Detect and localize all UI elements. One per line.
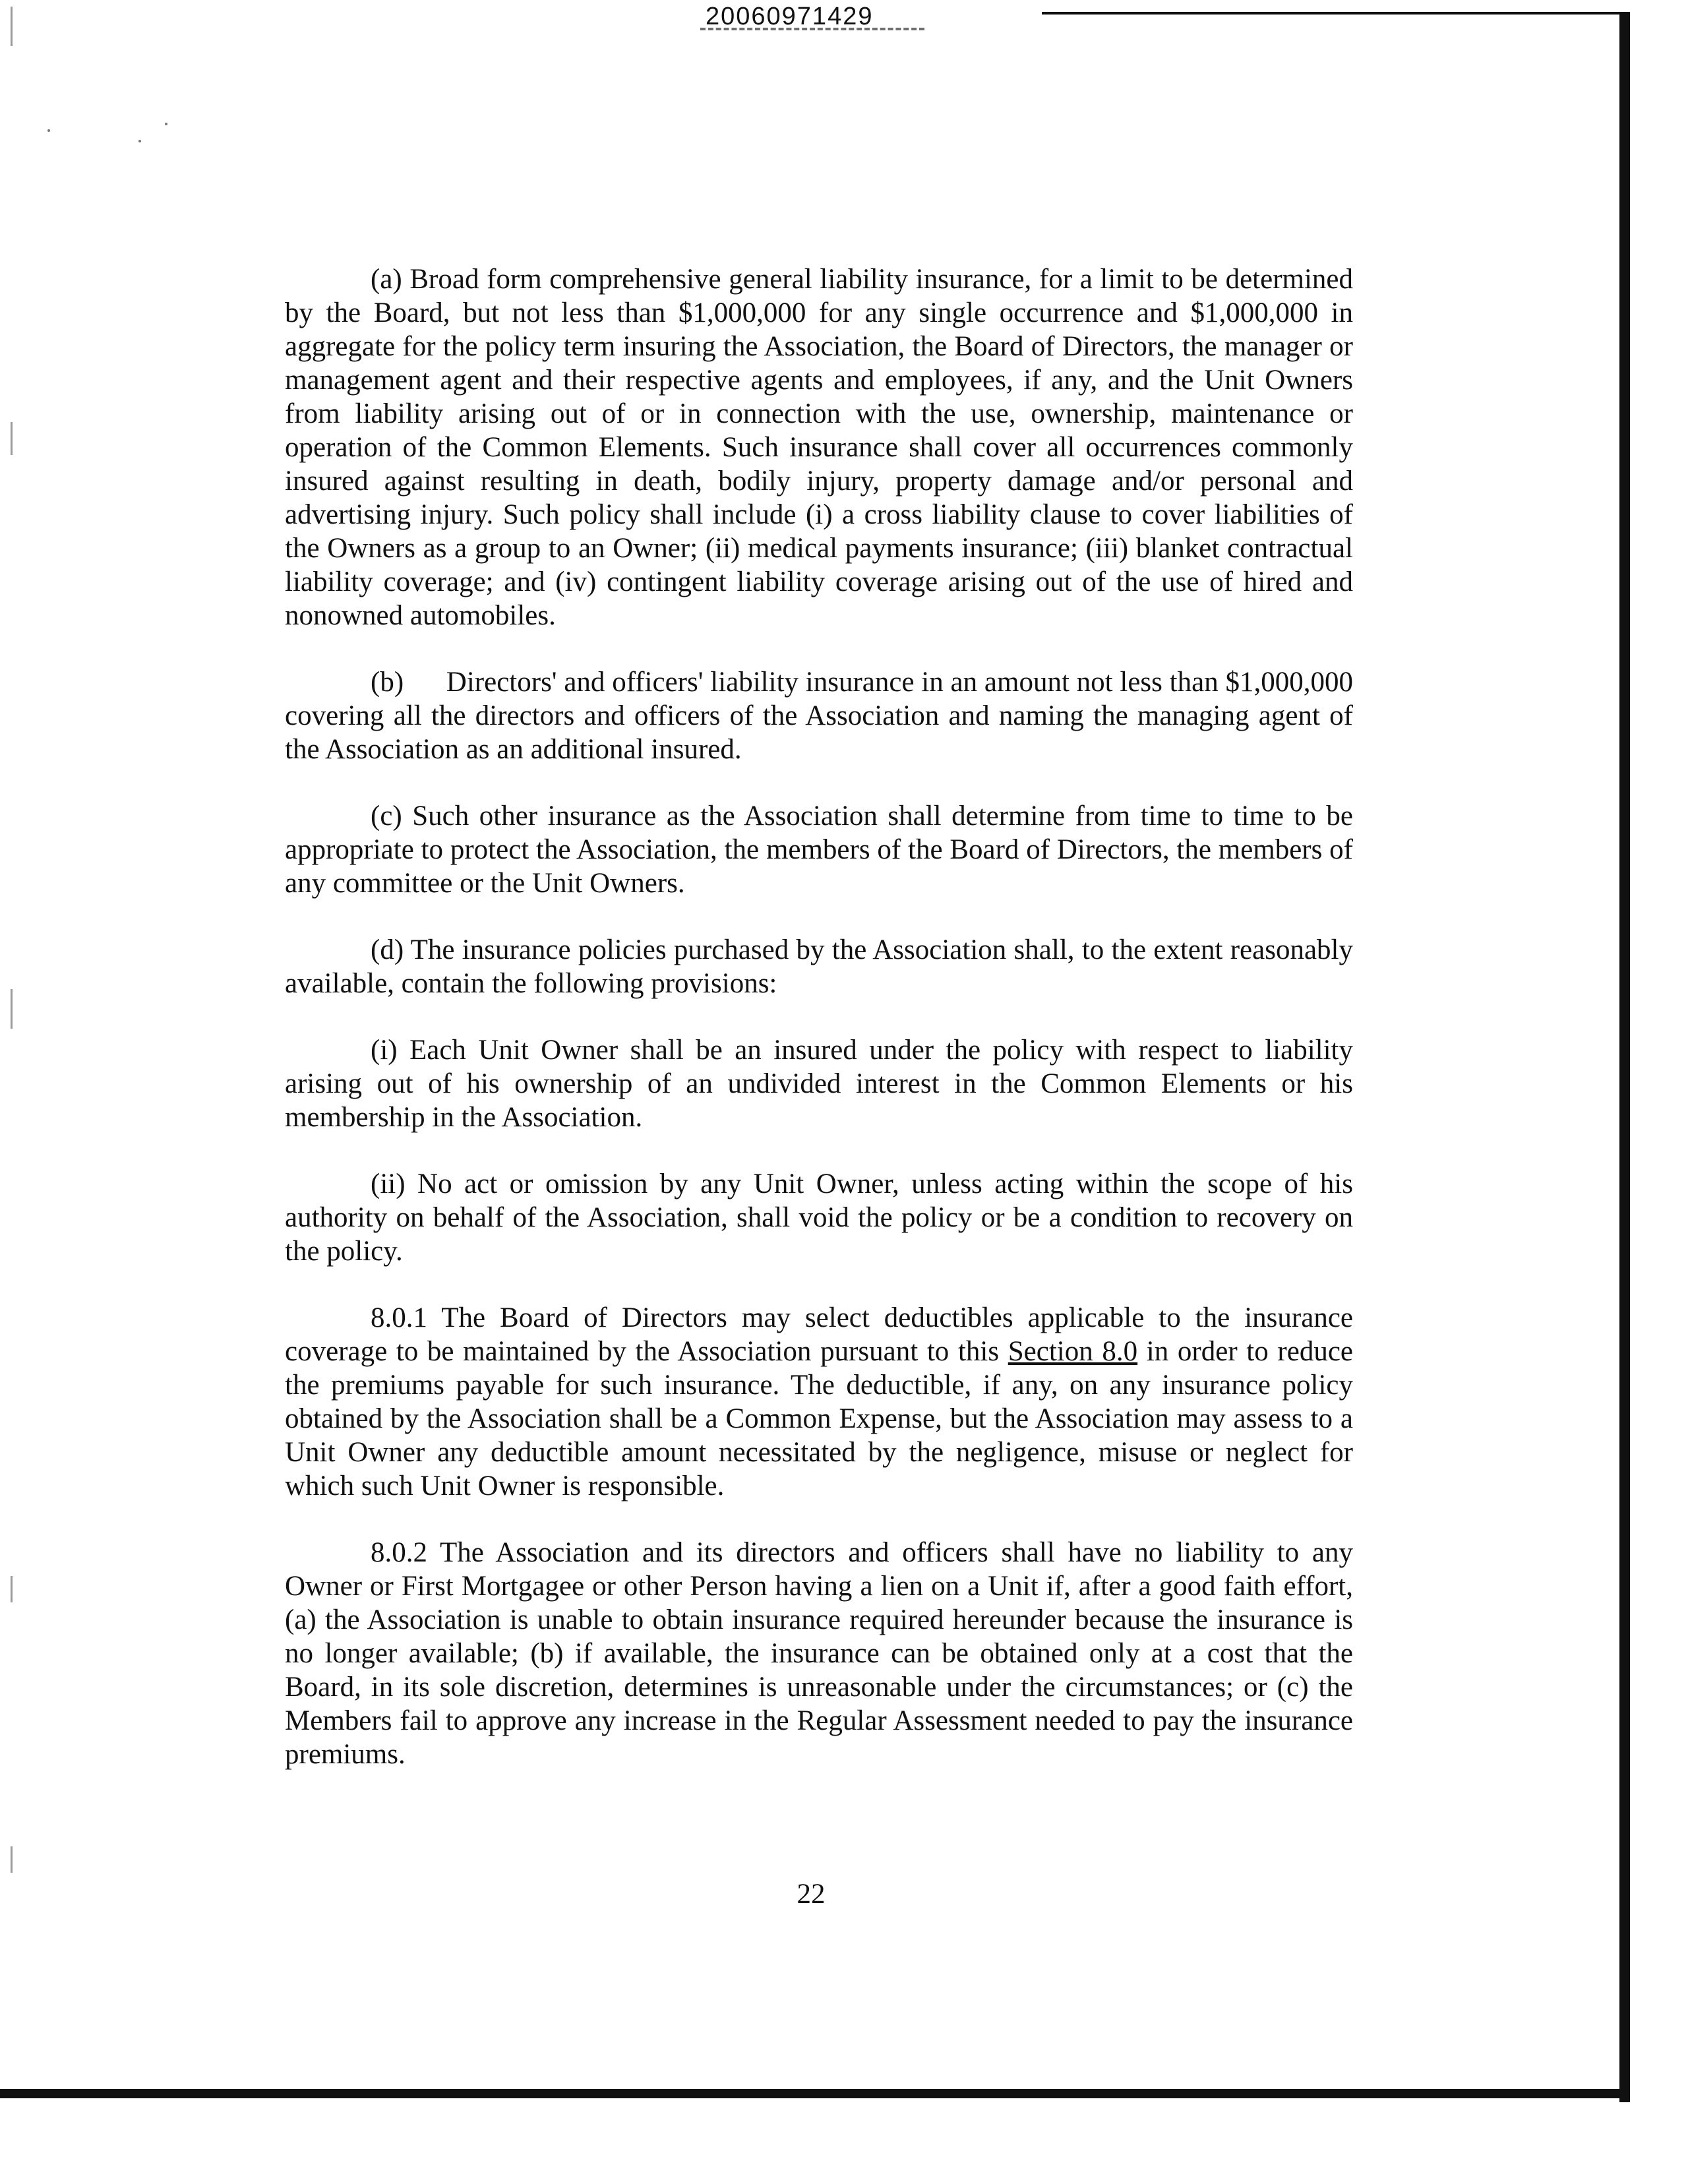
scan-edge-mark: [11, 422, 13, 455]
paragraph-c: (c) Such other insurance as the Association shall determine from time to time to be appropriate to protect the Association, the members of the Board of Directors, the members of any committee or the Unit Owners.: [285, 801, 1353, 899]
section-8-0-1-text-end: in order to reduce the premiums payable for such insurance. The deductible, if any, on any insurance policy obtained by the Association shall be a Common Expense, but the Association may assess to a Unit Owner any deductible amount necessitated by the negligence, misuse or neglect for which such Unit Owner is responsible.: [285, 1336, 1353, 1502]
scan-speck: [165, 123, 167, 125]
paragraph-a: (a) Broad form comprehensive general liability insurance, for a limit to be determined by the Board, but not less than $1,000,000 for any single occurrence and $1,000,000 in aggregate for the policy term insuring the Association, the Board of Directors, the manager or management agent and their respective agents and employees, if any, and the Unit Owners from liability arising out of or in connection with the use, ownership, maintenance or operation of the Common Elements. Such insurance shall cover all occurrences commonly insured against resulting in death, bodily injury, property damage and/or personal and advertising injury. Such policy shall include (i) a cross liability clause to cover liabilities of the Owners as a group to an Owner; (ii) medical payments insurance; (iii) blanket contractual liability coverage; and (iv) contingent liability coverage arising out of the use of hired and nonowned automobiles.: [285, 264, 1353, 631]
scan-frame-right: [1619, 12, 1630, 2102]
document-body: [285, 262, 1360, 1804]
paragraph-d-i: (i) Each Unit Owner shall be an insured under the policy with respect to liability arising out of his ownership of an undivided interest in the Common Elements or his membership in the Association.: [285, 1035, 1353, 1133]
section-8-0-1-text-start: 8.0.1 The Board of Directors may select deductibles applicable to the insurance coverage to be maintained by the Association pursuant to this: [285, 1302, 1353, 1367]
scan-speck: [138, 140, 141, 142]
paragraph-d-ii: (ii) No act or omission by any Unit Owner, unless acting within the scope of his authority on behalf of the Association, shall void the policy or be a condition to recovery on the policy.: [285, 1168, 1353, 1267]
scan-edge-mark: [11, 989, 13, 1029]
scan-edge-mark: [11, 1576, 13, 1602]
document-number-overprint: [700, 28, 924, 38]
paragraph-b: (b) Directors' and officers' liability insurance in an amount not less than $1,000,000 covering all the directors and officers of the Association and naming the managing agent of the Association as an additional insured.: [285, 667, 1360, 765]
paragraph-d: (d) The insurance policies purchased by the Association shall, to the extent reasonably available, contain the following provisions:: [285, 934, 1353, 999]
page-number: 22: [797, 1879, 826, 1910]
document-number: 20060971429: [706, 3, 874, 30]
scan-frame-top: [1042, 12, 1629, 15]
section-reference-link: Section 8.0: [1008, 1336, 1138, 1367]
scan-edge-mark: [11, 7, 13, 46]
section-8-0-1: [285, 1301, 1353, 1503]
scan-edge-mark: [11, 1846, 13, 1873]
section-8-0-2: 8.0.2 The Association and its directors and officers shall have no liability to any Owner or First Mortgagee or other Person having a lien on a Unit if, after a good faith effort, (a) the Association is unable to obtain insurance required hereunder because the insurance is no longer available; (b) if available, the insurance can be obtained only at a cost that the Board, in its sole discretion, determines is unreasonable under the circumstances; or (c) the Members fail to approve any increase in the Regular Assessment needed to pay the insurance premiums.: [285, 1537, 1353, 1770]
scan-frame-bottom: [0, 2089, 1630, 2098]
scan-speck: [47, 129, 50, 132]
